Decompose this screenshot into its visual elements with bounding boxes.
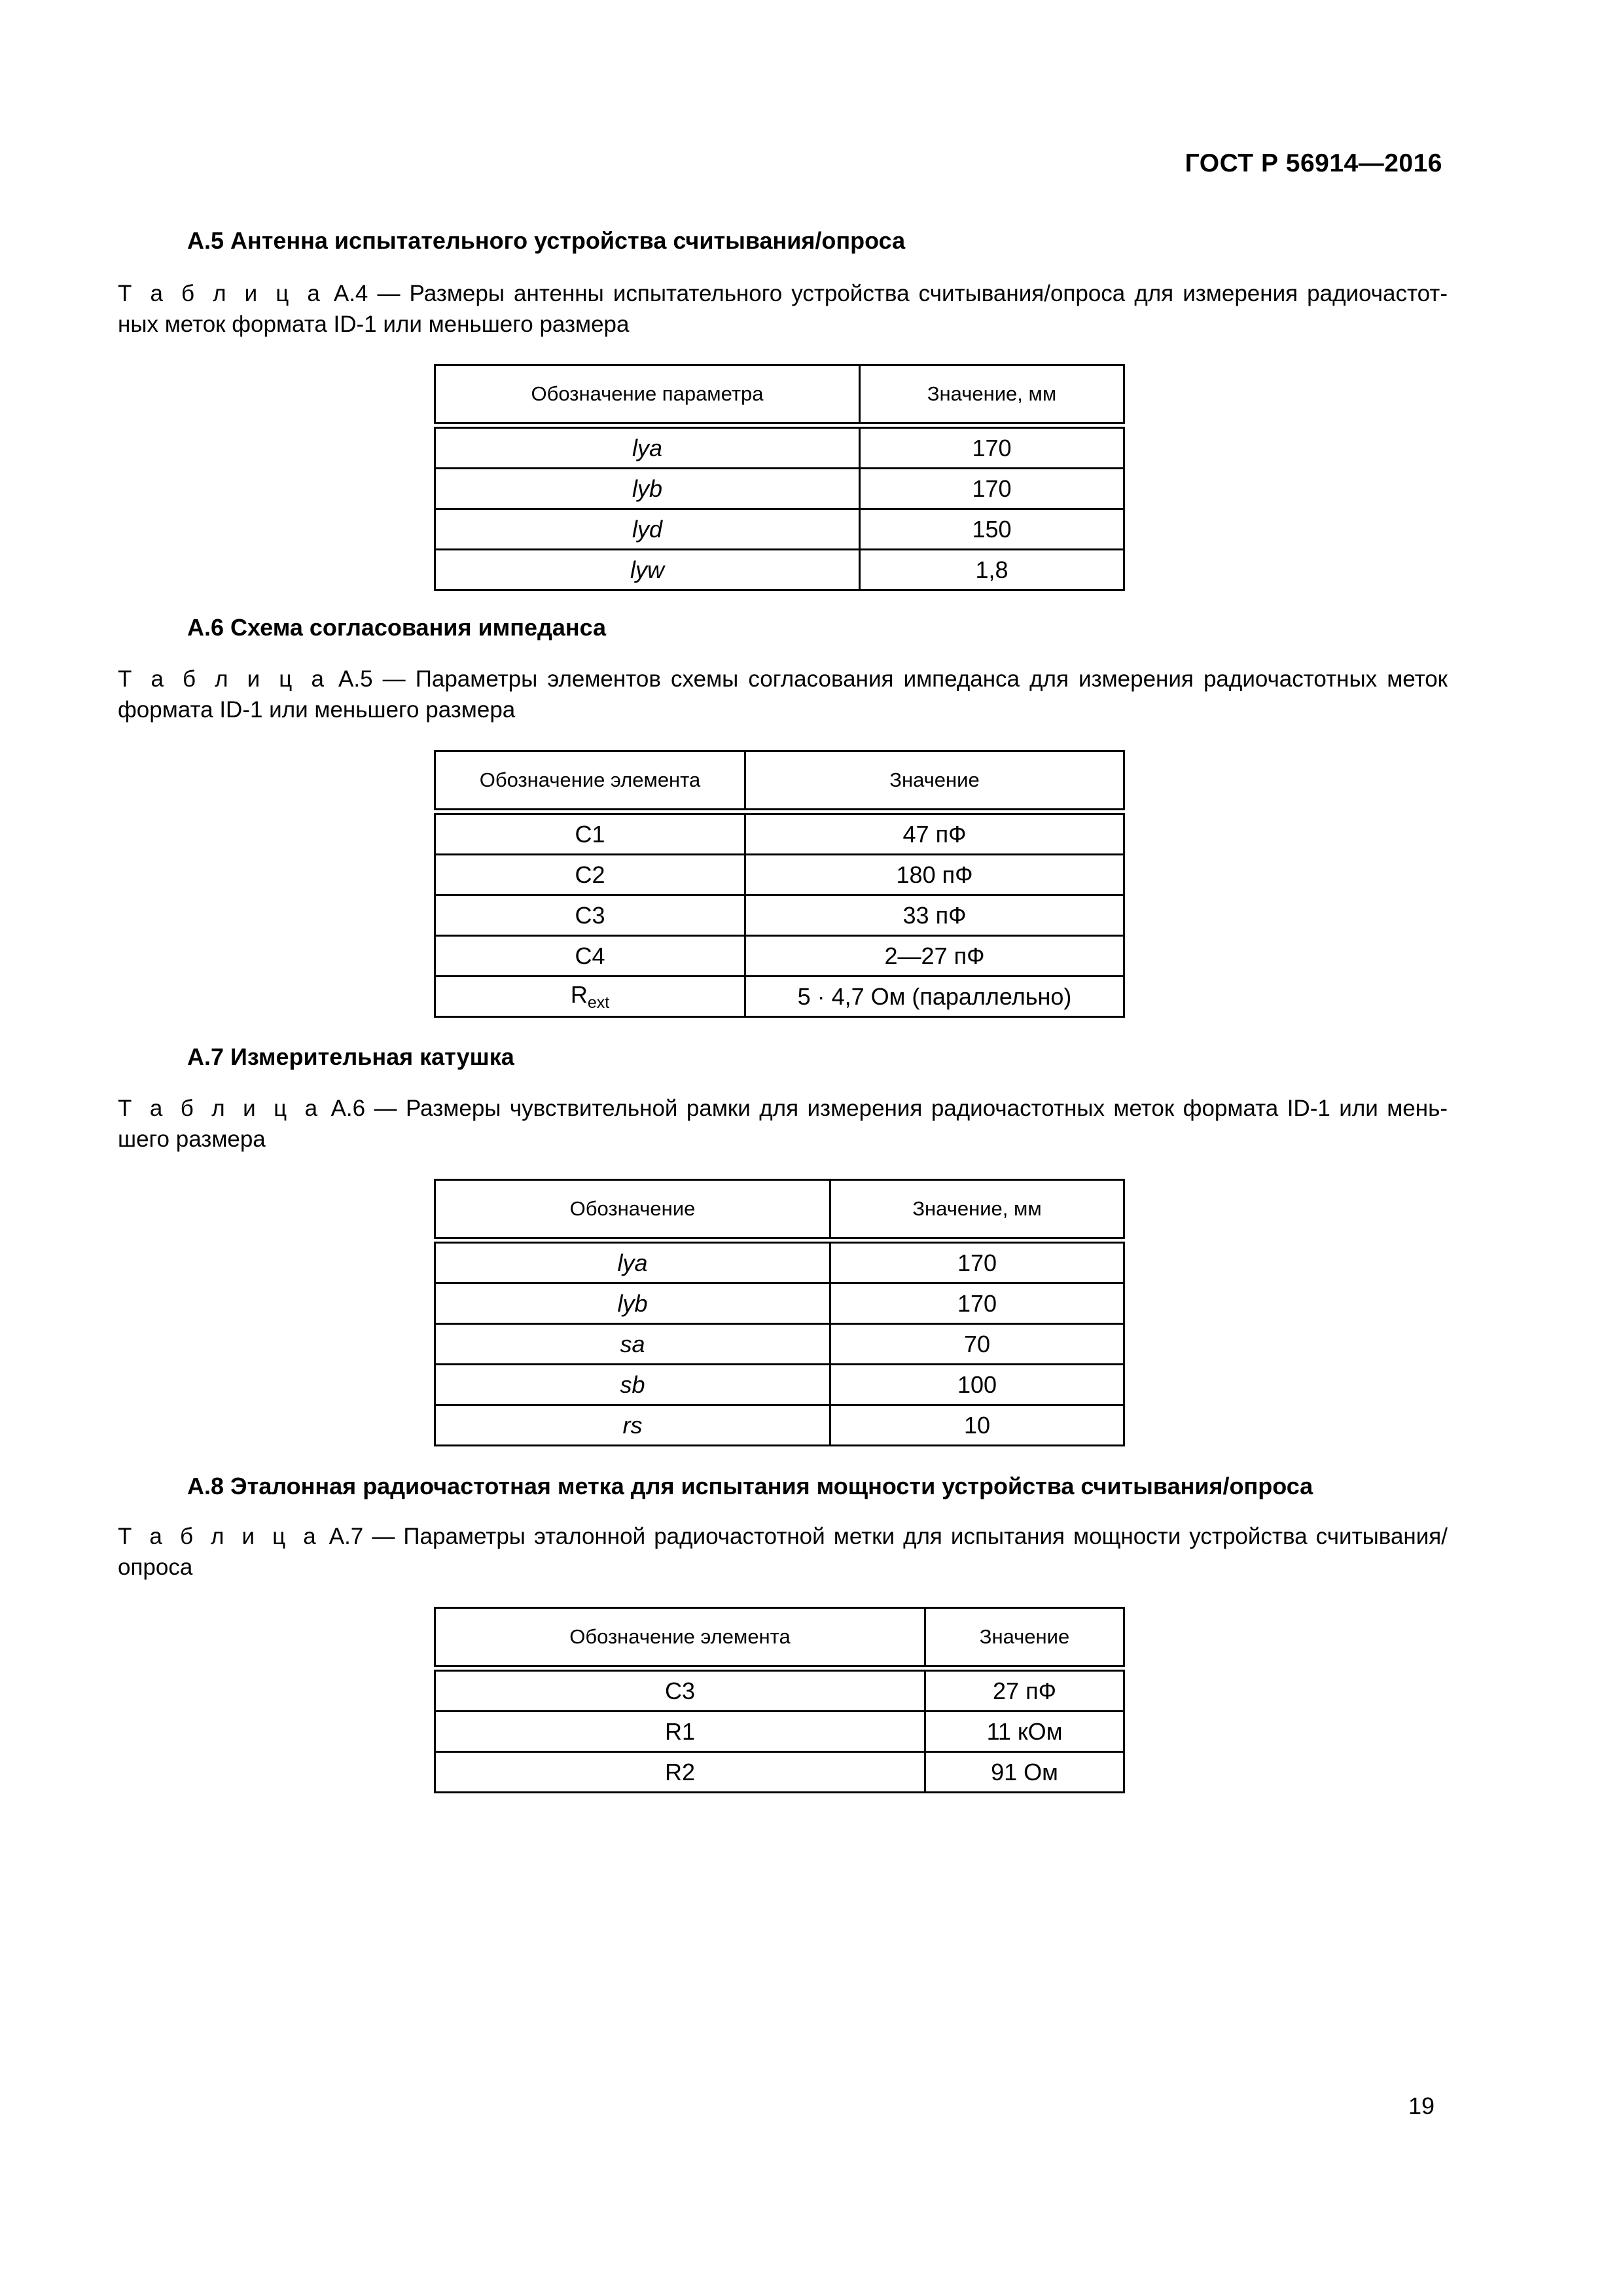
table-cell: lyw <box>435 550 860 590</box>
table-row <box>435 1668 1124 1712</box>
table-cell: C2 <box>435 855 745 895</box>
column-header: Значение, мм <box>830 1180 1124 1241</box>
table-row <box>435 1712 1124 1752</box>
table-cell: C3 <box>435 895 745 936</box>
table-caption-a7 <box>118 1521 1448 1583</box>
caption-line <box>118 278 1448 309</box>
caption-line <box>118 1093 1448 1124</box>
caption-line: опроса <box>118 1554 193 1580</box>
page-number: 19 <box>1408 2092 1435 2119</box>
caption-text: А.4 — Размеры антенны испытательного устройства считывания/опроса для измерения радиочастот- <box>324 281 1448 306</box>
table-cell: 5 · 4,7 Ом (параллельно) <box>745 977 1124 1017</box>
table-cell <box>435 977 745 1017</box>
document-code: ГОСТ Р 56914—2016 <box>1185 149 1442 177</box>
table-header-row <box>435 365 1124 426</box>
table-cell: lya <box>435 425 860 469</box>
table-cell: 100 <box>830 1365 1124 1405</box>
table-header-row <box>435 751 1124 812</box>
table-cell: lyb <box>435 469 860 509</box>
table-row <box>435 1405 1124 1446</box>
table-cell: 27 пФ <box>925 1668 1124 1712</box>
table-cell: R1 <box>435 1712 925 1752</box>
table-cell: 150 <box>860 509 1124 550</box>
column-header: Обозначение элемента <box>435 751 745 812</box>
table-row <box>435 1324 1124 1365</box>
table-header-row <box>435 1180 1124 1241</box>
caption-prefix: Т а б л и ц а <box>118 281 325 306</box>
table-a6 <box>434 1179 1125 1446</box>
table-header-row <box>435 1608 1124 1669</box>
table-row <box>435 469 1124 509</box>
section-heading-a7: А.7 Измерительная катушка <box>187 1043 514 1070</box>
table-cell: 170 <box>860 425 1124 469</box>
table-row <box>435 425 1124 469</box>
table-cell: C3 <box>435 1668 925 1712</box>
caption-text: А.6 — Размеры чувствительной рамки для измерения радиочастотных меток формата ID-1 или мень- <box>322 1096 1448 1121</box>
table-row <box>435 977 1124 1017</box>
caption-prefix: Т а б л и ц а <box>118 666 329 692</box>
table-row <box>435 1240 1124 1283</box>
table-cell: R2 <box>435 1752 925 1793</box>
table-caption-a4 <box>118 278 1448 340</box>
table-cell: 180 пФ <box>745 855 1124 895</box>
table-cell: lyb <box>435 1283 830 1324</box>
section-heading-a8: А.8 Эталонная радиочастотная метка для испытания мощности устройства считывания/опроса <box>187 1473 1313 1499</box>
table-cell: 10 <box>830 1405 1124 1446</box>
table-cell: 91 Ом <box>925 1752 1124 1793</box>
column-header: Обозначение <box>435 1180 830 1241</box>
caption-line <box>118 664 1448 694</box>
table-cell: 2—27 пФ <box>745 936 1124 977</box>
table-cell: 70 <box>830 1324 1124 1365</box>
caption-line: формата ID-1 или меньшего размера <box>118 697 516 723</box>
table-cell: 170 <box>830 1283 1124 1324</box>
table-row <box>435 509 1124 550</box>
rext-subscript: ext <box>587 993 610 1012</box>
table-row <box>435 1752 1124 1793</box>
column-header: Обозначение параметра <box>435 365 860 426</box>
table-cell: 11 кОм <box>925 1712 1124 1752</box>
table-a4 <box>434 364 1125 591</box>
section-heading-a5: А.5 Антенна испытательного устройства считывания/опроса <box>187 227 906 254</box>
caption-line: шего размера <box>118 1126 266 1152</box>
column-header: Обозначение элемента <box>435 1608 925 1669</box>
table-row <box>435 1283 1124 1324</box>
caption-prefix: Т а б л и ц а <box>118 1524 321 1549</box>
table-cell: C1 <box>435 812 745 855</box>
table-cell: lyd <box>435 509 860 550</box>
caption-line: ных меток формата ID-1 или меньшего размера <box>118 312 630 337</box>
table-row <box>435 895 1124 936</box>
column-header: Значение <box>745 751 1124 812</box>
table-caption-a5 <box>118 664 1448 725</box>
table-cell: 1,8 <box>860 550 1124 590</box>
table-cell: sa <box>435 1324 830 1365</box>
table-cell: rs <box>435 1405 830 1446</box>
table-row <box>435 812 1124 855</box>
caption-text: А.7 — Параметры эталонной радиочастотной метки для испытания мощности устройства считывания/ <box>320 1524 1448 1549</box>
caption-line <box>118 1521 1448 1552</box>
rext-symbol: R <box>570 980 588 1008</box>
table-cell: 47 пФ <box>745 812 1124 855</box>
table-cell: C4 <box>435 936 745 977</box>
table-a5 <box>434 750 1125 1018</box>
table-row <box>435 855 1124 895</box>
table-caption-a6 <box>118 1093 1448 1155</box>
caption-text: А.5 — Параметры элементов схемы согласования импеданса для измерения радиочастотных меток <box>328 666 1448 692</box>
table-cell: 170 <box>830 1240 1124 1283</box>
table-cell: 170 <box>860 469 1124 509</box>
table-row <box>435 936 1124 977</box>
caption-prefix: Т а б л и ц а <box>118 1096 323 1121</box>
column-header: Значение <box>925 1608 1124 1669</box>
section-heading-a6: А.6 Схема согласования импеданса <box>187 614 607 641</box>
column-header: Значение, мм <box>860 365 1124 426</box>
table-row <box>435 550 1124 590</box>
table-cell: sb <box>435 1365 830 1405</box>
table-cell: lya <box>435 1240 830 1283</box>
table-row <box>435 1365 1124 1405</box>
table-a7 <box>434 1607 1125 1793</box>
table-cell: 33 пФ <box>745 895 1124 936</box>
